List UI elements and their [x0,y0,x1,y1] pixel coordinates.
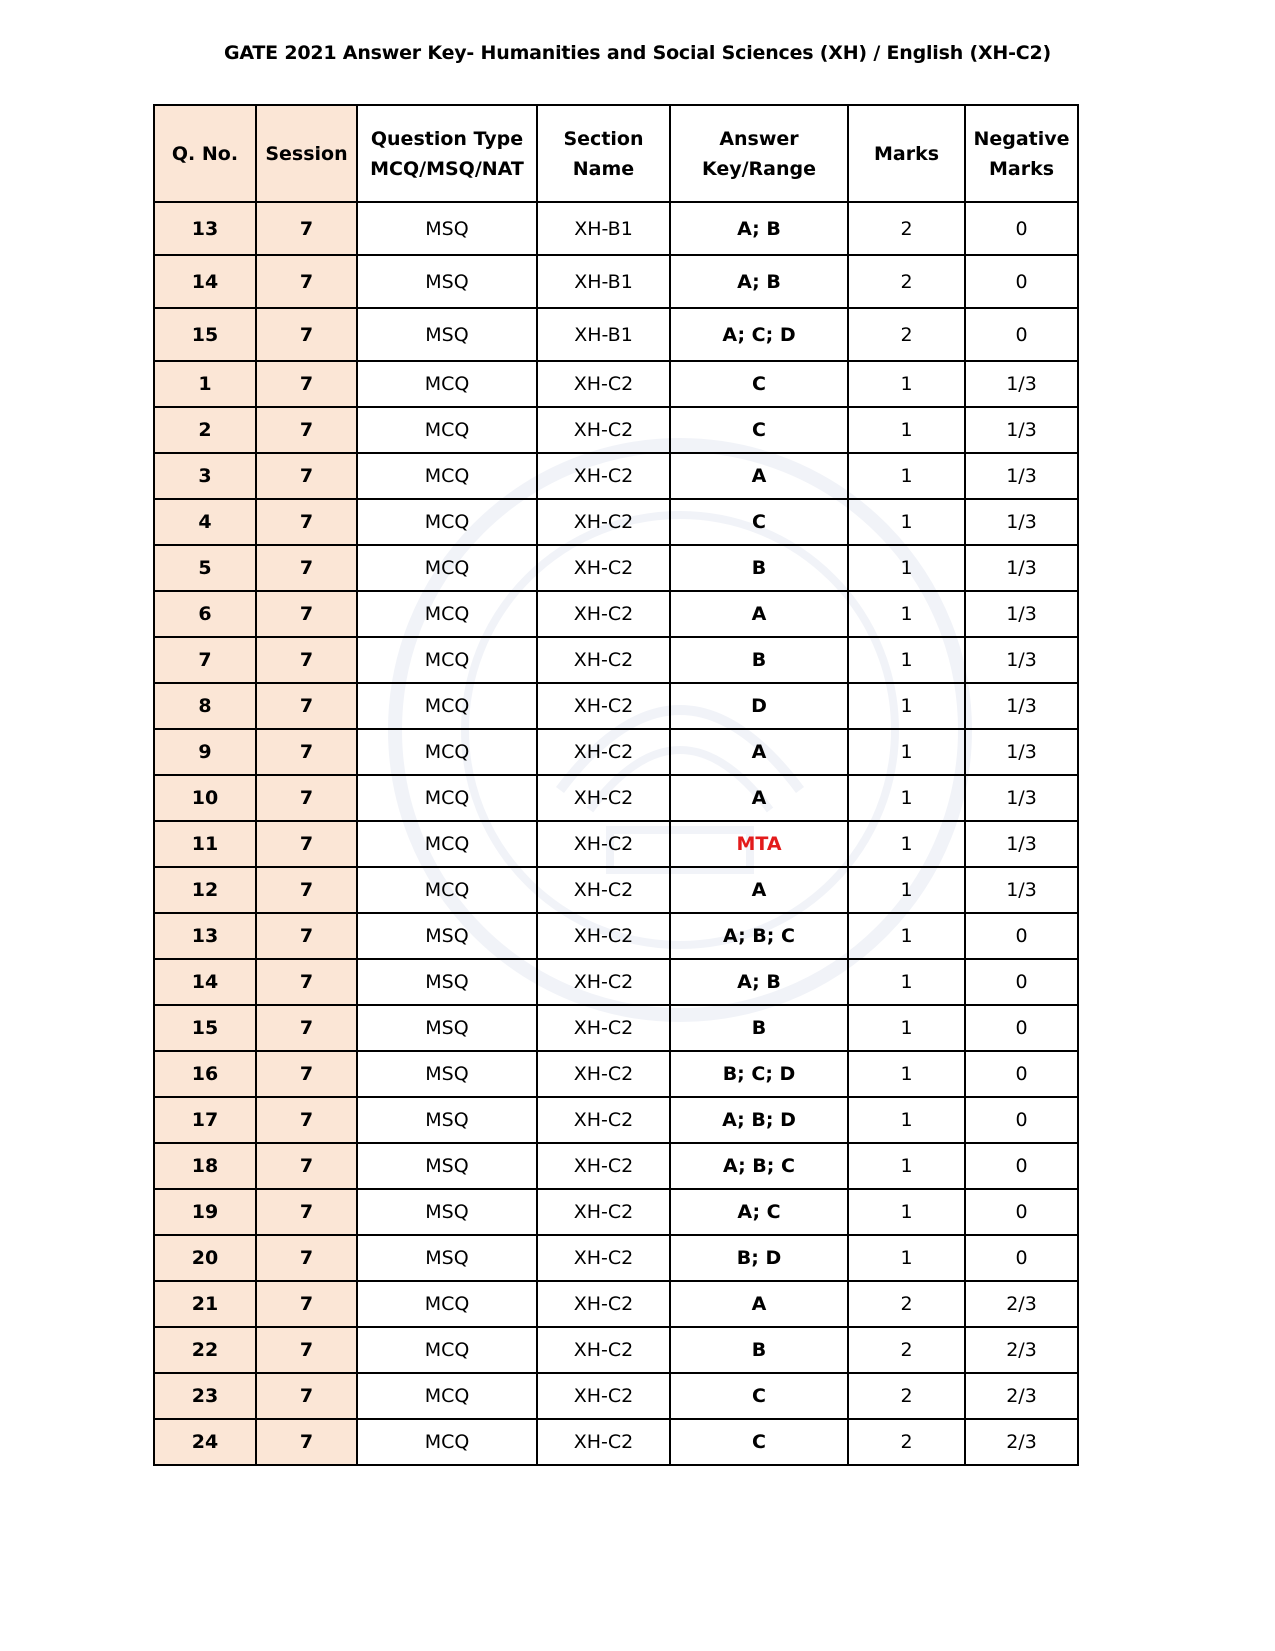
cell-qno: 10 [154,775,256,821]
cell-question-type: MSQ [357,913,537,959]
cell-session: 7 [256,308,357,361]
cell-marks: 1 [848,729,965,775]
column-header-qno: Q. No. [154,105,256,202]
cell-question-type: MCQ [357,499,537,545]
cell-negative-marks: 0 [965,1097,1078,1143]
cell-marks: 1 [848,1143,965,1189]
cell-section-name: XH-C2 [537,1051,670,1097]
cell-question-type: MCQ [357,1281,537,1327]
cell-section-name: XH-C2 [537,821,670,867]
cell-qno: 7 [154,637,256,683]
cell-session: 7 [256,913,357,959]
cell-question-type: MSQ [357,1189,537,1235]
column-header-section-name: Section Name [537,105,670,202]
cell-session: 7 [256,1373,357,1419]
cell-section-name: XH-C2 [537,1143,670,1189]
cell-session: 7 [256,821,357,867]
cell-question-type: MSQ [357,1051,537,1097]
cell-negative-marks: 1/3 [965,775,1078,821]
cell-negative-marks: 1/3 [965,683,1078,729]
cell-question-type: MCQ [357,821,537,867]
cell-section-name: XH-C2 [537,499,670,545]
cell-session: 7 [256,1005,357,1051]
cell-question-type: MSQ [357,202,537,255]
cell-question-type: MCQ [357,637,537,683]
table-row [154,1005,1078,1051]
cell-qno: 15 [154,308,256,361]
cell-section-name: XH-C2 [537,1373,670,1419]
cell-marks: 1 [848,591,965,637]
cell-session: 7 [256,591,357,637]
cell-marks: 2 [848,202,965,255]
cell-negative-marks: 0 [965,255,1078,308]
cell-marks: 1 [848,1051,965,1097]
cell-session: 7 [256,545,357,591]
cell-qno: 23 [154,1373,256,1419]
cell-session: 7 [256,1281,357,1327]
cell-negative-marks: 0 [965,1051,1078,1097]
cell-session: 7 [256,775,357,821]
table-row [154,1373,1078,1419]
cell-section-name: XH-C2 [537,775,670,821]
cell-marks: 1 [848,821,965,867]
table-row [154,308,1078,361]
table-row [154,453,1078,499]
cell-negative-marks: 2/3 [965,1373,1078,1419]
cell-question-type: MSQ [357,959,537,1005]
cell-section-name: XH-C2 [537,407,670,453]
cell-negative-marks: 0 [965,1189,1078,1235]
cell-answer-key: A [670,453,848,499]
cell-question-type: MSQ [357,255,537,308]
column-header-negative-marks: Negative Marks [965,105,1078,202]
cell-marks: 2 [848,255,965,308]
table-row [154,1143,1078,1189]
cell-session: 7 [256,1189,357,1235]
table-row [154,913,1078,959]
cell-marks: 2 [848,1327,965,1373]
table-row [154,1327,1078,1373]
cell-question-type: MCQ [357,1327,537,1373]
cell-marks: 1 [848,913,965,959]
table-row [154,1189,1078,1235]
cell-qno: 9 [154,729,256,775]
cell-marks: 1 [848,637,965,683]
cell-session: 7 [256,1097,357,1143]
cell-session: 7 [256,637,357,683]
cell-qno: 11 [154,821,256,867]
table-row [154,637,1078,683]
cell-question-type: MCQ [357,729,537,775]
cell-section-name: XH-C2 [537,1097,670,1143]
cell-question-type: MSQ [357,1005,537,1051]
cell-section-name: XH-B1 [537,202,670,255]
cell-session: 7 [256,1235,357,1281]
cell-answer-key: D [670,683,848,729]
cell-qno: 4 [154,499,256,545]
cell-answer-key: A; C; D [670,308,848,361]
table-row [154,1051,1078,1097]
cell-qno: 14 [154,959,256,1005]
cell-answer-key: A; B [670,959,848,1005]
table-row [154,821,1078,867]
cell-qno: 2 [154,407,256,453]
cell-negative-marks: 0 [965,308,1078,361]
cell-section-name: XH-C2 [537,959,670,1005]
cell-marks: 1 [848,453,965,499]
table-row [154,729,1078,775]
column-header-session: Session [256,105,357,202]
cell-question-type: MCQ [357,407,537,453]
cell-answer-key: B; C; D [670,1051,848,1097]
cell-negative-marks: 0 [965,202,1078,255]
cell-session: 7 [256,499,357,545]
cell-question-type: MCQ [357,1373,537,1419]
cell-answer-key: C [670,499,848,545]
cell-marks: 2 [848,1281,965,1327]
cell-answer-key: C [670,1419,848,1465]
cell-negative-marks: 1/3 [965,499,1078,545]
cell-question-type: MCQ [357,683,537,729]
cell-session: 7 [256,1419,357,1465]
cell-qno: 14 [154,255,256,308]
table-row [154,1281,1078,1327]
cell-section-name: XH-C2 [537,729,670,775]
cell-marks: 1 [848,407,965,453]
cell-marks: 1 [848,1097,965,1143]
cell-negative-marks: 1/3 [965,407,1078,453]
cell-marks: 1 [848,1005,965,1051]
cell-section-name: XH-C2 [537,361,670,407]
cell-section-name: XH-C2 [537,453,670,499]
table-row [154,1235,1078,1281]
cell-negative-marks: 1/3 [965,867,1078,913]
cell-marks: 1 [848,499,965,545]
cell-qno: 12 [154,867,256,913]
cell-answer-key: A; C [670,1189,848,1235]
cell-answer-key: C [670,361,848,407]
cell-session: 7 [256,1051,357,1097]
cell-answer-key: B [670,1005,848,1051]
column-header-marks: Marks [848,105,965,202]
cell-negative-marks: 1/3 [965,545,1078,591]
cell-marks: 1 [848,1189,965,1235]
table-row [154,407,1078,453]
cell-answer-key: MTA [670,821,848,867]
cell-negative-marks: 1/3 [965,361,1078,407]
cell-answer-key: B [670,1327,848,1373]
table-row [154,202,1078,255]
cell-marks: 2 [848,1373,965,1419]
cell-question-type: MCQ [357,1419,537,1465]
cell-marks: 1 [848,545,965,591]
cell-section-name: XH-B1 [537,255,670,308]
table-row [154,591,1078,637]
cell-qno: 21 [154,1281,256,1327]
table-row [154,1419,1078,1465]
cell-qno: 20 [154,1235,256,1281]
cell-marks: 1 [848,775,965,821]
cell-qno: 13 [154,202,256,255]
cell-negative-marks: 2/3 [965,1327,1078,1373]
cell-qno: 18 [154,1143,256,1189]
table-row [154,545,1078,591]
cell-question-type: MCQ [357,453,537,499]
cell-qno: 3 [154,453,256,499]
cell-session: 7 [256,407,357,453]
cell-answer-key: A [670,1281,848,1327]
cell-section-name: XH-C2 [537,913,670,959]
column-header-question-type: Question Type MCQ/MSQ/NAT [357,105,537,202]
table-row [154,775,1078,821]
cell-answer-key: A; B [670,202,848,255]
cell-question-type: MCQ [357,867,537,913]
cell-section-name: XH-C2 [537,1419,670,1465]
cell-answer-key: B; D [670,1235,848,1281]
table-row [154,499,1078,545]
table-header-row [154,105,1078,202]
cell-answer-key: A [670,867,848,913]
cell-qno: 13 [154,913,256,959]
cell-answer-key: B [670,637,848,683]
cell-negative-marks: 1/3 [965,729,1078,775]
cell-session: 7 [256,202,357,255]
cell-marks: 1 [848,867,965,913]
cell-session: 7 [256,453,357,499]
answer-key-table [153,104,1079,1466]
cell-section-name: XH-C2 [537,545,670,591]
cell-section-name: XH-B1 [537,308,670,361]
cell-answer-key: A [670,591,848,637]
cell-section-name: XH-C2 [537,1005,670,1051]
cell-marks: 1 [848,1235,965,1281]
cell-section-name: XH-C2 [537,1189,670,1235]
cell-qno: 19 [154,1189,256,1235]
cell-session: 7 [256,1327,357,1373]
cell-question-type: MCQ [357,361,537,407]
cell-negative-marks: 2/3 [965,1419,1078,1465]
cell-session: 7 [256,867,357,913]
cell-session: 7 [256,959,357,1005]
cell-session: 7 [256,1143,357,1189]
cell-session: 7 [256,729,357,775]
cell-qno: 17 [154,1097,256,1143]
cell-marks: 2 [848,1419,965,1465]
cell-answer-key: B [670,545,848,591]
cell-marks: 2 [848,308,965,361]
cell-answer-key: C [670,1373,848,1419]
cell-section-name: XH-C2 [537,591,670,637]
page-title: GATE 2021 Answer Key- Humanities and Social Sciences (XH) / English (XH-C2) [223,42,1052,64]
cell-qno: 15 [154,1005,256,1051]
cell-session: 7 [256,683,357,729]
cell-marks: 1 [848,959,965,1005]
cell-qno: 1 [154,361,256,407]
cell-session: 7 [256,361,357,407]
answer-key-rows [154,202,1078,1465]
table-row [154,867,1078,913]
cell-negative-marks: 0 [965,1005,1078,1051]
cell-answer-key: C [670,407,848,453]
cell-negative-marks: 2/3 [965,1281,1078,1327]
cell-question-type: MSQ [357,1143,537,1189]
cell-qno: 16 [154,1051,256,1097]
table-row [154,1097,1078,1143]
cell-negative-marks: 1/3 [965,821,1078,867]
table-row [154,683,1078,729]
cell-answer-key: A; B; D [670,1097,848,1143]
cell-qno: 24 [154,1419,256,1465]
cell-session: 7 [256,255,357,308]
table-row [154,361,1078,407]
cell-negative-marks: 0 [965,913,1078,959]
cell-question-type: MSQ [357,1097,537,1143]
cell-qno: 22 [154,1327,256,1373]
cell-answer-key: A; B; C [670,913,848,959]
cell-negative-marks: 0 [965,1235,1078,1281]
cell-qno: 6 [154,591,256,637]
cell-answer-key: A [670,729,848,775]
cell-negative-marks: 0 [965,1143,1078,1189]
cell-section-name: XH-C2 [537,637,670,683]
cell-qno: 5 [154,545,256,591]
cell-negative-marks: 1/3 [965,453,1078,499]
table-row [154,255,1078,308]
cell-section-name: XH-C2 [537,867,670,913]
cell-question-type: MCQ [357,775,537,821]
cell-marks: 1 [848,683,965,729]
cell-answer-key: A [670,775,848,821]
cell-question-type: MSQ [357,308,537,361]
cell-question-type: MCQ [357,545,537,591]
cell-answer-key: A; B [670,255,848,308]
cell-negative-marks: 1/3 [965,591,1078,637]
cell-answer-key: A; B; C [670,1143,848,1189]
cell-section-name: XH-C2 [537,683,670,729]
cell-question-type: MCQ [357,591,537,637]
cell-section-name: XH-C2 [537,1235,670,1281]
cell-negative-marks: 1/3 [965,637,1078,683]
cell-marks: 1 [848,361,965,407]
cell-negative-marks: 0 [965,959,1078,1005]
column-header-answer-key: Answer Key/Range [670,105,848,202]
table-row [154,959,1078,1005]
cell-qno: 8 [154,683,256,729]
cell-section-name: XH-C2 [537,1327,670,1373]
cell-section-name: XH-C2 [537,1281,670,1327]
cell-question-type: MSQ [357,1235,537,1281]
